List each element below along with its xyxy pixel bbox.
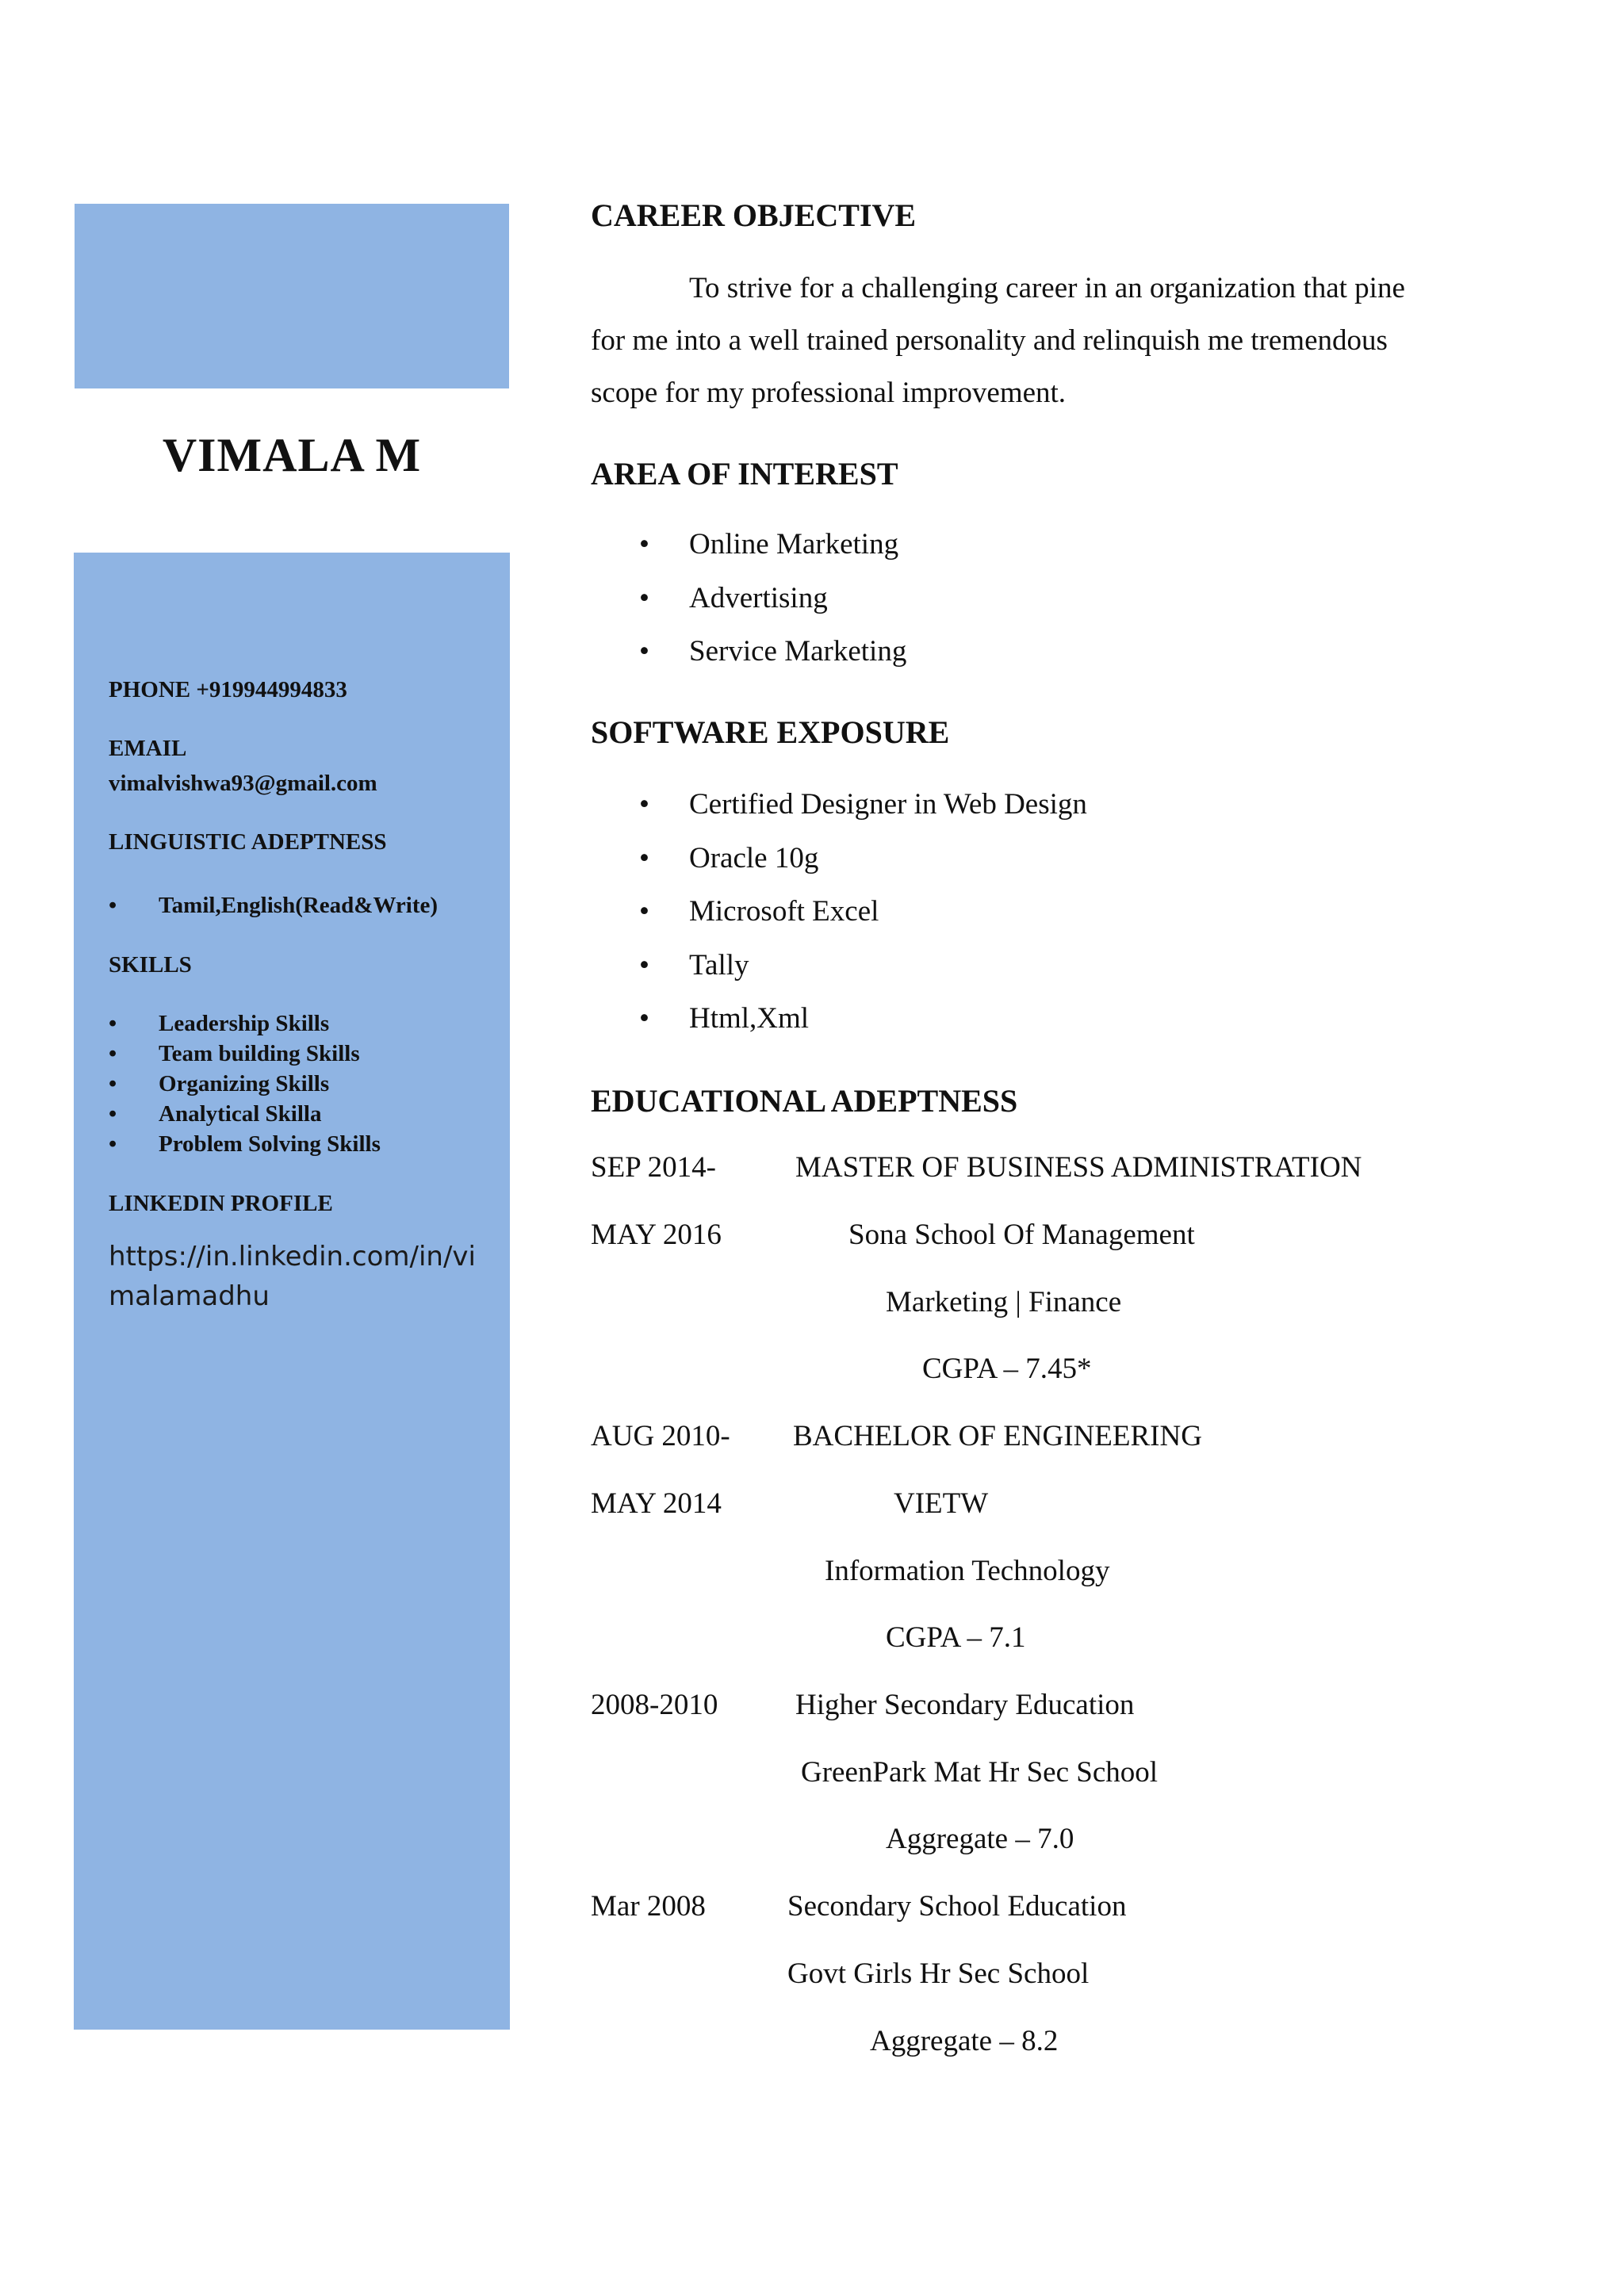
edu-degree: Higher Secondary Education [795, 1689, 1135, 1721]
edu-score: CGPA – 7.45* [922, 1353, 1092, 1385]
list-item: • Analytical Skilla [109, 1099, 381, 1129]
career-objective-heading: CAREER OBJECTIVE [591, 197, 917, 233]
edu-degree: BACHELOR OF ENGINEERING [793, 1420, 1202, 1452]
list-item: • Microsoft Excel [639, 894, 1087, 947]
linkedin-heading: LINKEDIN PROFILE [109, 1191, 333, 1216]
list-item: • Team building Skills [109, 1039, 381, 1069]
edu-date: Mar 2008 [591, 1890, 706, 1923]
edu-institution: GreenPark Mat Hr Sec School [801, 1756, 1159, 1789]
edu-date: MAY 2014 [591, 1487, 722, 1520]
career-objective-line: To strive for a challenging career in an organization that pine [689, 272, 1405, 304]
edu-institution: VIETW [894, 1487, 989, 1520]
edu-institution: Sona School Of Management [848, 1219, 1195, 1251]
edu-degree: Secondary School Education [787, 1890, 1127, 1923]
languages-list [109, 888, 438, 923]
edu-date: SEP 2014- [591, 1151, 716, 1184]
linguistic-heading: LINGUISTIC ADEPTNESS [109, 829, 387, 855]
list-item: • Service Marketing [639, 633, 906, 687]
edu-date: MAY 2016 [591, 1219, 722, 1251]
edu-institution: Govt Girls Hr Sec School [787, 1957, 1090, 1990]
educational-adeptness-heading: EDUCATIONAL ADEPTNESS [591, 1083, 1018, 1119]
edu-detail: Information Technology [825, 1555, 1110, 1587]
email-label: EMAIL [109, 736, 187, 761]
skills-list [109, 1008, 381, 1159]
interest-list [639, 526, 906, 687]
software-list [639, 786, 1087, 1054]
software-exposure-heading: SOFTWARE EXPOSURE [591, 714, 950, 750]
list-item: • Certified Designer in Web Design [639, 786, 1087, 840]
edu-date: 2008-2010 [591, 1689, 718, 1721]
edu-score: Aggregate – 7.0 [886, 1823, 1074, 1855]
candidate-name: VIMALA M [162, 429, 422, 481]
career-objective-line: for me into a well trained personality and relinquish me tremendous [591, 324, 1388, 357]
list-item: • Oracle 10g [639, 840, 1087, 894]
area-of-interest-heading: AREA OF INTEREST [591, 456, 898, 492]
edu-date: AUG 2010- [591, 1420, 730, 1452]
phone-line: PHONE +919944994833 [109, 677, 347, 702]
list-item: • Html,Xml [639, 1001, 1087, 1054]
list-item: • Online Marketing [639, 526, 906, 580]
edu-detail: Marketing | Finance [886, 1286, 1122, 1318]
list-item: • Tally [639, 947, 1087, 1001]
list-item: • Leadership Skills [109, 1008, 381, 1039]
skills-heading: SKILLS [109, 952, 192, 978]
list-item: • Advertising [639, 580, 906, 634]
list-item: • Problem Solving Skills [109, 1129, 381, 1159]
list-item: • Tamil,English(Read&Write) [109, 888, 438, 923]
linkedin-link[interactable]: https://in.linkedin.com/in/vimalamadhu [109, 1241, 476, 1312]
list-item: • Organizing Skills [109, 1069, 381, 1099]
header-color-block [75, 204, 509, 388]
edu-score: Aggregate – 8.2 [870, 2025, 1059, 2057]
edu-score: CGPA – 7.1 [886, 1621, 1026, 1654]
career-objective-line: scope for my professional improvement. [591, 377, 1067, 409]
email-address[interactable]: vimalvishwa93@gmail.com [109, 771, 377, 796]
edu-degree: MASTER OF BUSINESS ADMINISTRATION [795, 1151, 1362, 1184]
